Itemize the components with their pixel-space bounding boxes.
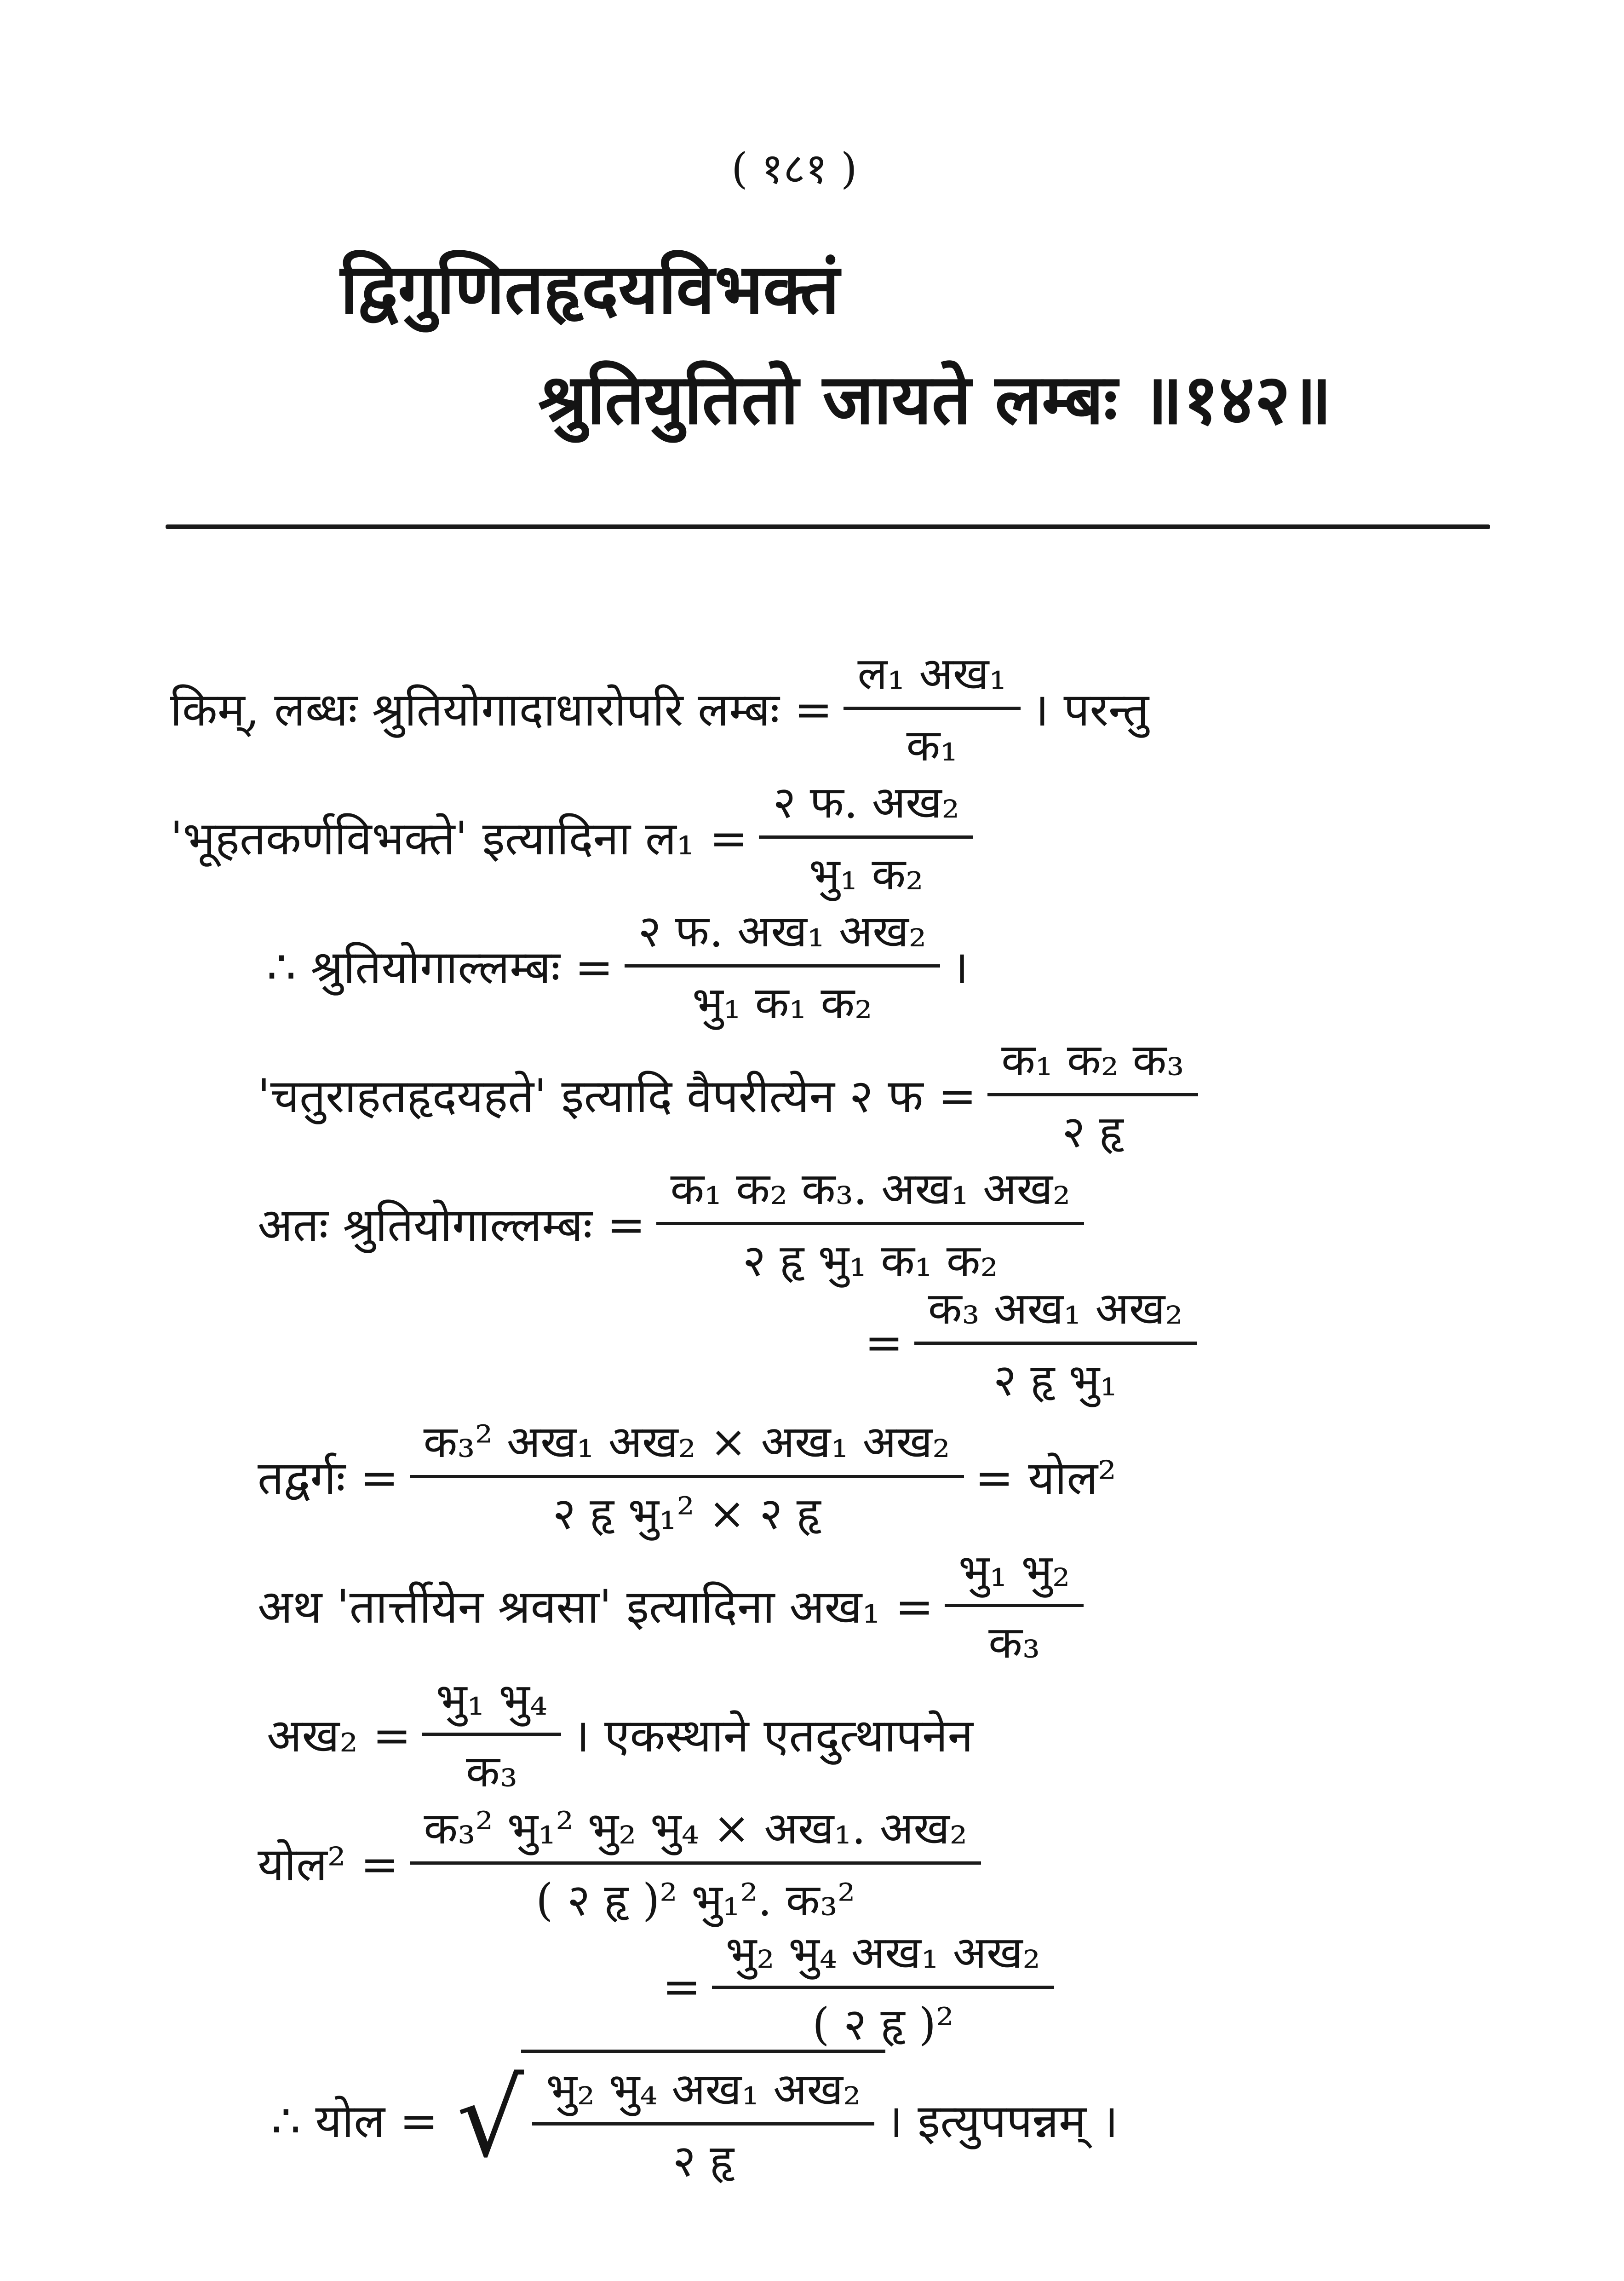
fraction-denominator: क₃ bbox=[466, 1745, 518, 1797]
fraction-denominator: ( २ हृ )² bbox=[812, 1999, 954, 2050]
equation-prefix: 'चतुराहतहृदयहते' इत्यादि वैपरीत्येन २ फ = bbox=[258, 1069, 977, 1123]
conclusion-suffix: । इत्युपपन्नम् । bbox=[885, 2094, 1119, 2148]
equation-suffix: = योल² bbox=[975, 1451, 1117, 1505]
equation-prefix: अथ 'तार्त्तीयेन श्रवसा' इत्यादिना अख₁ = bbox=[258, 1579, 934, 1634]
conclusion-prefix: ∴ योल = bbox=[271, 2094, 438, 2148]
equation-prefix: योल² = bbox=[258, 1837, 399, 1891]
fraction bbox=[945, 1539, 1084, 1671]
fraction-numerator: क₁ क₂ क₃ bbox=[987, 1028, 1198, 1096]
equation-row bbox=[258, 1410, 1116, 1542]
equation-prefix: = bbox=[865, 1316, 903, 1370]
fraction-denominator: क₃ bbox=[988, 1617, 1040, 1668]
equation-suffix: । bbox=[951, 940, 969, 994]
equation-prefix: अतः श्रुतियोगाल्लम्बः = bbox=[258, 1198, 646, 1252]
fraction bbox=[914, 1277, 1197, 1409]
fraction bbox=[844, 642, 1020, 774]
fraction bbox=[759, 771, 973, 903]
equation-prefix: अख₂ = bbox=[267, 1708, 411, 1763]
fraction-numerator: क₃ अख₁ अख₂ bbox=[914, 1277, 1197, 1345]
equation-prefix: 'भूहतकर्णविभक्ते' इत्यादिना ल₁ = bbox=[170, 811, 748, 865]
verse-line-2: श्रुतियुतितो जायते लम्बः ॥१४२॥ bbox=[538, 359, 1332, 440]
fraction-denominator: २ हृ भु₁² × २ हृ bbox=[552, 1488, 821, 1539]
fraction-numerator: क₃² अख₁ अख₂ × अख₁ अख₂ bbox=[410, 1410, 964, 1478]
fraction-numerator: २ फ. अख₂ bbox=[759, 771, 973, 839]
fraction bbox=[625, 899, 941, 1031]
equation-row bbox=[258, 1157, 1095, 1289]
equation-prefix: = bbox=[662, 1960, 701, 2014]
fraction bbox=[410, 1410, 964, 1542]
fraction-numerator: क₁ क₂ क₃. अख₁ अख₂ bbox=[656, 1157, 1084, 1225]
fraction-denominator: २ हृ भु₁ क₁ क₂ bbox=[742, 1235, 999, 1286]
conclusion-row bbox=[271, 2050, 1118, 2189]
fraction-numerator: भु₂ भु₄ अख₁ अख₂ bbox=[532, 2057, 874, 2125]
equation-suffix: । परन्तु bbox=[1031, 682, 1149, 737]
fraction-numerator: भु₁ भु₂ bbox=[945, 1539, 1084, 1607]
fraction-denominator: २ हृ भु₁ bbox=[993, 1354, 1118, 1406]
fraction bbox=[712, 1921, 1054, 2053]
fraction bbox=[410, 1797, 981, 1929]
fraction-numerator: ल₁ अख₁ bbox=[844, 642, 1020, 710]
equation-row bbox=[170, 642, 1149, 774]
fraction bbox=[656, 1157, 1084, 1289]
equation-row bbox=[267, 899, 969, 1031]
fraction-numerator: २ फ. अख₁ अख₂ bbox=[625, 899, 941, 968]
equation-row bbox=[170, 771, 984, 903]
equation-suffix: । एकस्थाने एतदुत्थापनेन bbox=[572, 1708, 974, 1763]
fraction bbox=[532, 2057, 874, 2189]
fraction bbox=[422, 1668, 561, 1800]
page-number: ( १८१ ) bbox=[731, 144, 857, 193]
fraction bbox=[987, 1028, 1198, 1160]
equation-prefix: ∴ श्रुतियोगाल्लम्बः = bbox=[267, 940, 614, 994]
radical-sign: √ bbox=[456, 2058, 524, 2181]
equation-row bbox=[258, 1797, 992, 1929]
fraction-denominator: ( २ हृ )² भु₁². क₃² bbox=[536, 1874, 855, 1926]
equation-prefix: तद्वर्गः = bbox=[258, 1451, 399, 1505]
equation-row bbox=[865, 1277, 1208, 1409]
fraction-denominator: २ हृ bbox=[672, 2135, 734, 2187]
equation-row bbox=[267, 1668, 973, 1800]
equation-prefix: किम्, लब्धः श्रुतियोगादाधारोपरि लम्बः = bbox=[170, 682, 833, 737]
verse-line-1: द्विगुणितहृदयविभक्तं bbox=[340, 248, 840, 329]
fraction-numerator: क₃² भु₁² भु₂ भु₄ × अख₁. अख₂ bbox=[410, 1797, 981, 1865]
equation-row bbox=[258, 1539, 1095, 1671]
equation-row bbox=[258, 1028, 1209, 1160]
section-divider bbox=[166, 524, 1490, 529]
fraction-numerator: भु₁ भु₄ bbox=[422, 1668, 561, 1736]
fraction-denominator: भु₁ क₂ bbox=[809, 848, 924, 900]
fraction-numerator: भु₂ भु₄ अख₁ अख₂ bbox=[712, 1921, 1054, 1989]
equation-row bbox=[662, 1921, 1065, 2053]
square-root bbox=[457, 2050, 886, 2189]
radical-body bbox=[521, 2050, 885, 2189]
fraction-denominator: २ हृ bbox=[1062, 1106, 1124, 1158]
fraction-denominator: क₁ bbox=[906, 720, 958, 771]
fraction-denominator: भु₁ क₁ क₂ bbox=[692, 977, 872, 1029]
